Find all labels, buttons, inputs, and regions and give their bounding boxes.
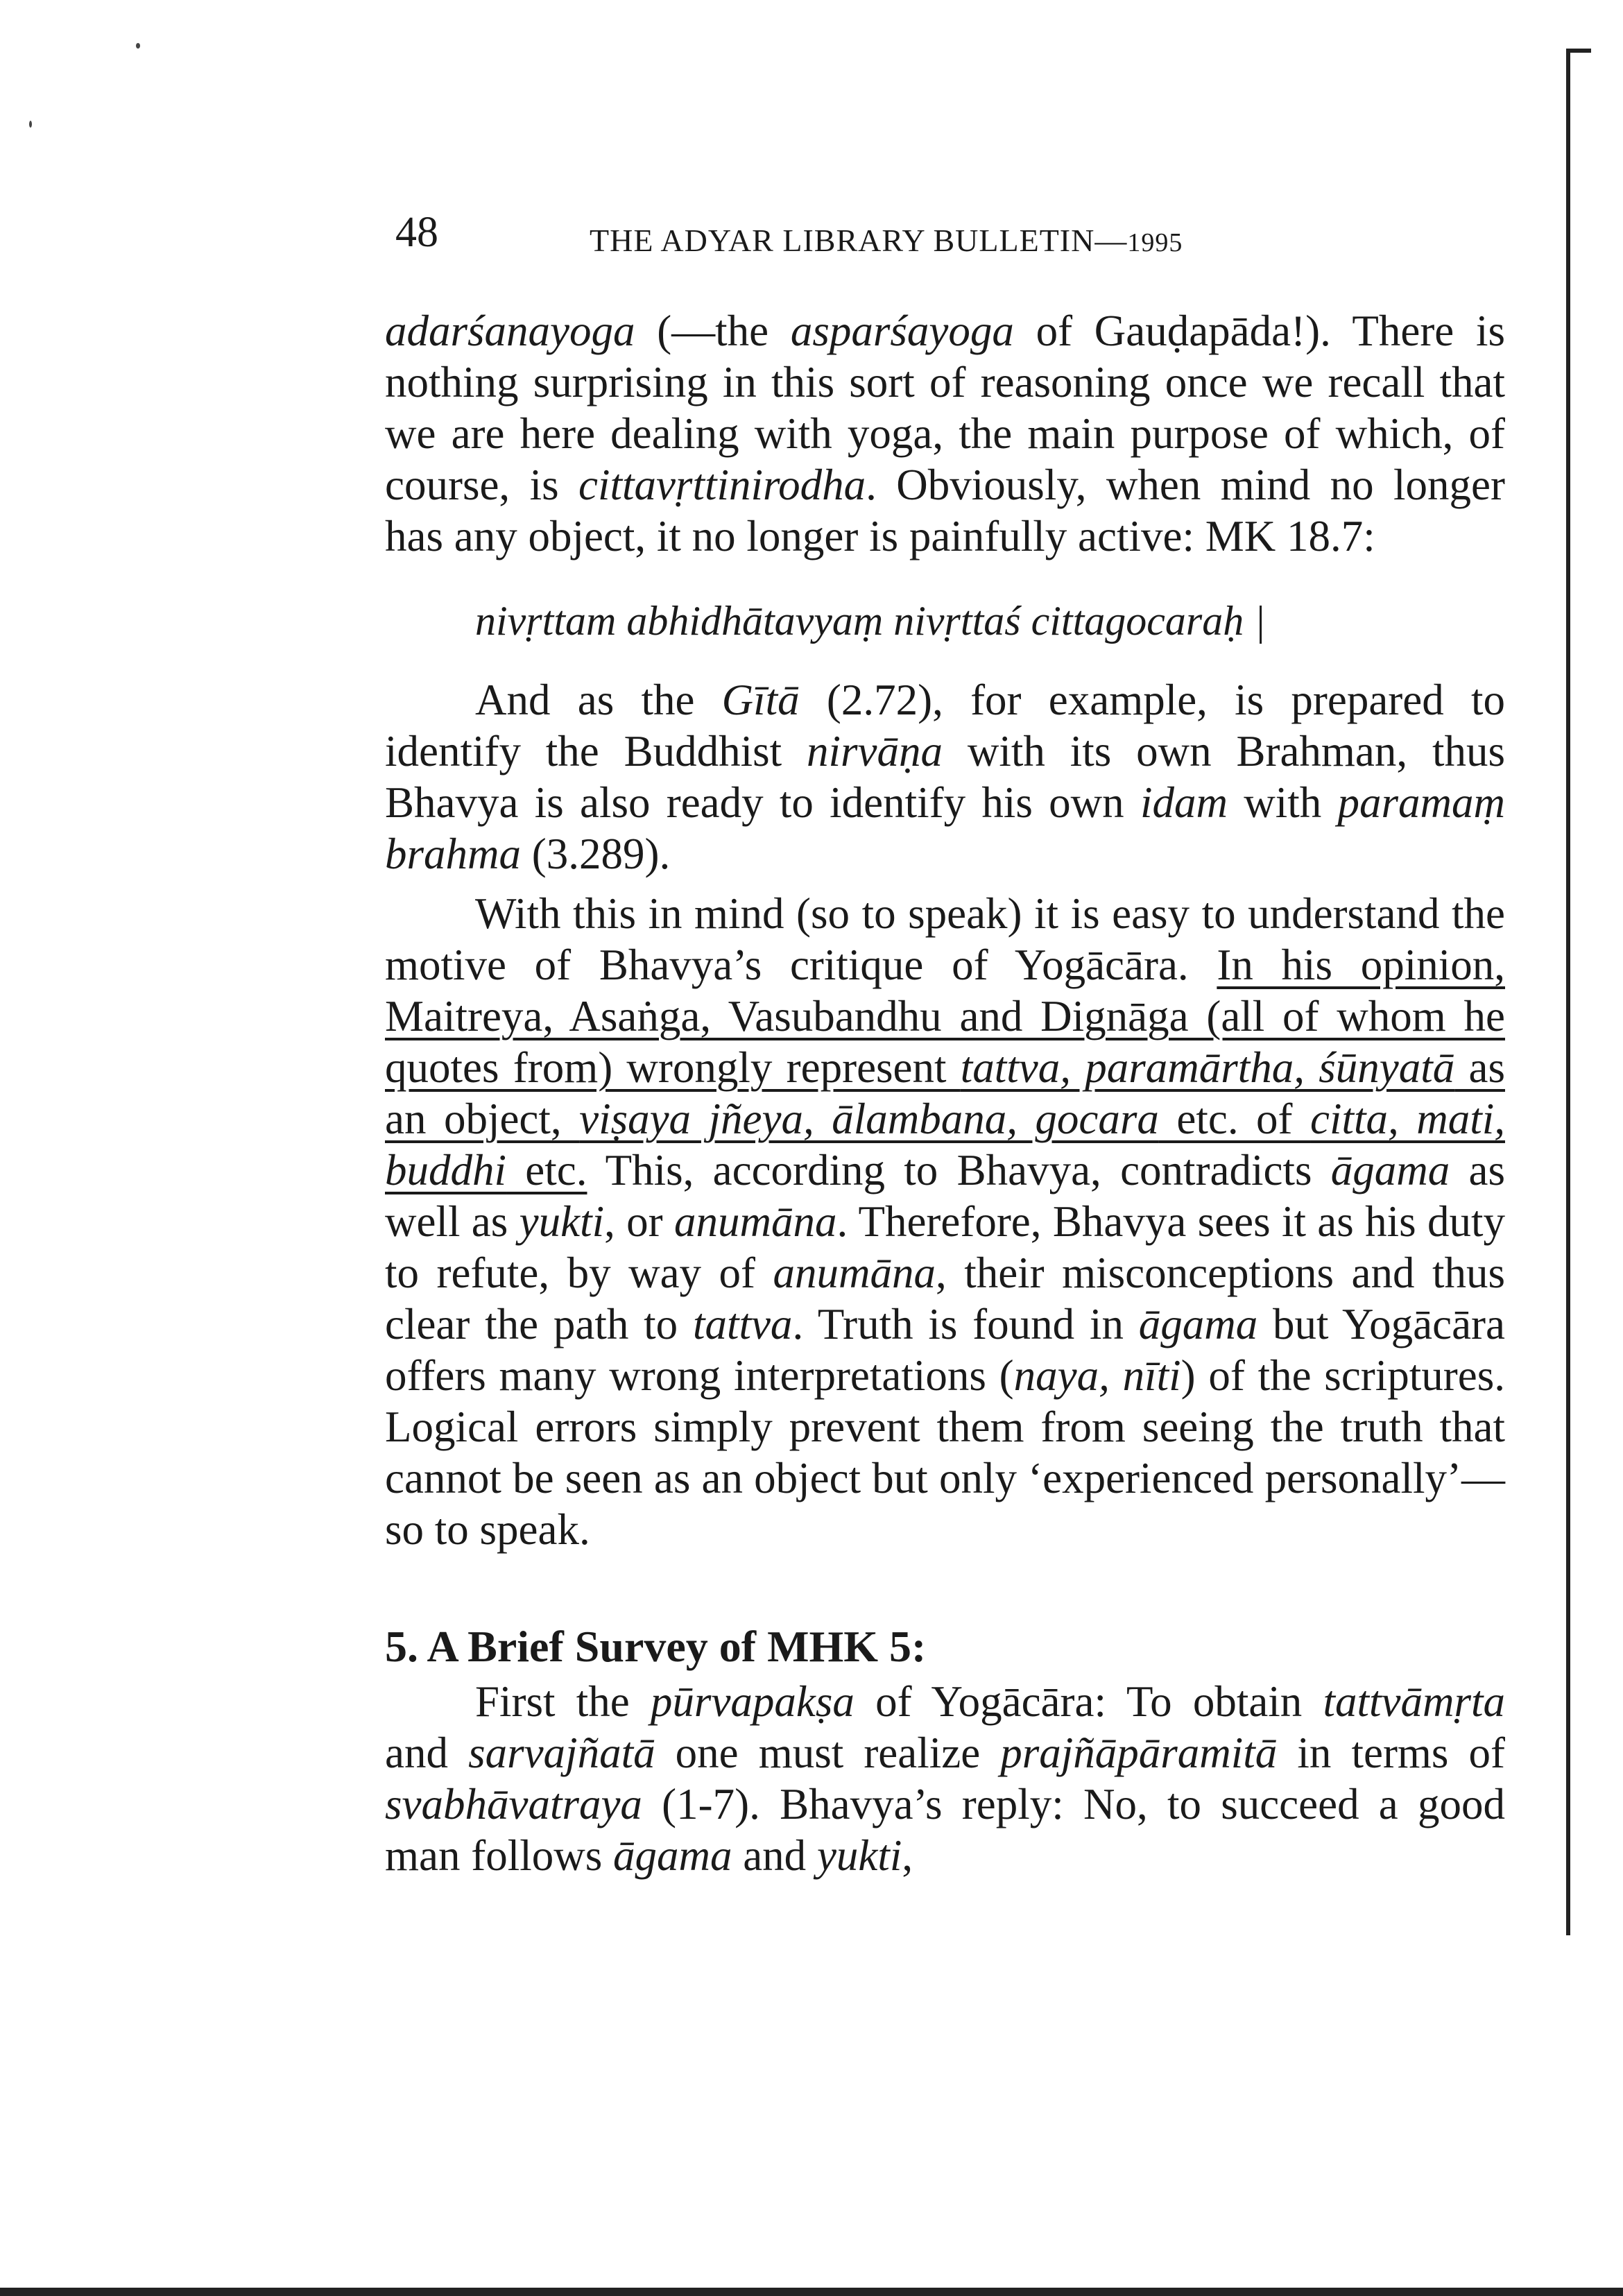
verse-quote: nivṛttam abhidhātavyaṃ nivṛttaś cittagocaraḥ |: [475, 598, 1266, 644]
text-run: in terms of: [1277, 1729, 1506, 1777]
term: idam: [1140, 778, 1228, 827]
text-run: And as the: [475, 676, 722, 724]
term: āgama: [1330, 1146, 1450, 1194]
body-text: [385, 305, 1505, 1881]
paragraph-1: [385, 305, 1505, 562]
text-run: with: [1227, 778, 1338, 827]
text-run: With this in mind (so to speak) it is easy to understand the motive of Bhavya’s critique of Yogācāra.: [385, 889, 1505, 989]
term: nirvāṇa: [807, 727, 943, 776]
term: sarvajñatā: [468, 1729, 655, 1777]
text-run: (—the: [635, 307, 791, 355]
text-run: etc.: [506, 1146, 587, 1194]
scan-speck: [136, 43, 140, 49]
term: pūrvapakṣa: [650, 1677, 855, 1726]
term: tattvāmṛta: [1323, 1677, 1505, 1726]
text-run: and: [732, 1831, 817, 1880]
term: āgama: [612, 1831, 732, 1880]
term: anumāna: [773, 1249, 936, 1297]
term: tattva: [692, 1300, 793, 1348]
text-run: (2.72), for example, is prepared to identify the Buddhist: [385, 676, 1505, 776]
term: viṣaya jñeya, ālambana, gocara: [579, 1095, 1159, 1143]
term: cittavṛttinirodha: [578, 461, 866, 509]
running-title-text: THE ADYAR LIBRARY BULLETIN—: [590, 223, 1128, 258]
running-title: [590, 222, 1183, 259]
text-run: one must realize: [655, 1729, 1001, 1777]
text-run: . Truth is found in: [792, 1300, 1139, 1348]
term: citta, mati, buddhi: [385, 1095, 1505, 1194]
term: naya, nīti: [1013, 1351, 1181, 1400]
term: svabhāvatraya: [385, 1780, 642, 1828]
text-run: of Yogācāra: To obtain: [854, 1677, 1323, 1726]
paragraph-2: [385, 674, 1505, 880]
page-header: [395, 208, 1352, 264]
text-run: but Yogācāra offers many wrong interpretations (: [385, 1300, 1505, 1400]
scan-bottom-edge: [0, 2288, 1623, 2296]
text-run: as an object,: [385, 1043, 1505, 1143]
text-run: of Gauḍapāda!). There is nothing surprising in this sort of reasoning once we recall that we are here dealing with yoga, the main purpose of which, of course, is: [385, 307, 1505, 509]
paragraph-4: [385, 1676, 1505, 1881]
term: yukti: [519, 1197, 605, 1246]
text-run: , their misconceptions and thus clear the path to: [385, 1249, 1505, 1348]
text-run: (3.289).: [521, 830, 671, 878]
text-run: etc. of: [1158, 1095, 1311, 1143]
term: asparśayoga: [790, 307, 1014, 355]
term: anumāna: [674, 1197, 837, 1246]
text-run: ,: [902, 1831, 913, 1880]
text-run: and: [385, 1729, 469, 1777]
text-run: ) of the scriptures. Logical errors simply prevent them from seeing the truth that cannot be seen as an object but only ‘experienced personally’—so to speak.: [385, 1351, 1505, 1554]
page-edge-rule: [1566, 49, 1570, 1935]
term: paramaṃ brahma: [385, 778, 1506, 878]
paragraph-3: [385, 888, 1505, 1555]
term: āgama: [1138, 1300, 1258, 1348]
text-run: In his opinion, Maitreya, Asaṅga, Vasubandhu and Dignāga (all of whom he quotes from) wrongly represent: [385, 941, 1505, 1092]
text-run: First the: [475, 1677, 651, 1726]
text-run: as well as: [385, 1146, 1506, 1246]
term: tattva, paramārtha, śūnyatā: [960, 1043, 1455, 1092]
term: adarśanayoga: [385, 307, 635, 355]
text-run: (1-7). Bhavya’s reply: No, to succeed a good man follows: [385, 1780, 1505, 1880]
scan-speck: [29, 121, 32, 128]
term: Gītā: [721, 676, 800, 724]
term: prajñāpāramitā: [1000, 1729, 1278, 1777]
term: yukti: [816, 1831, 902, 1880]
running-title-year: 1995: [1127, 228, 1183, 257]
text-run: with its own Brahman, thus Bhavya is also ready to identify his own: [385, 727, 1505, 827]
text-run: . Obviously, when mind no longer has any object, it no longer is painfully active: MK 18.7:: [385, 461, 1505, 560]
text-run: This, according to Bhavya, contradicts: [587, 1146, 1331, 1194]
text-run: . Therefore, Bhavya sees it as his duty to refute, by way of: [385, 1197, 1505, 1297]
page-number: 48: [395, 209, 438, 256]
section-heading: 5. A Brief Survey of MHK 5:: [385, 1622, 927, 1671]
text-run: , or: [604, 1197, 674, 1246]
